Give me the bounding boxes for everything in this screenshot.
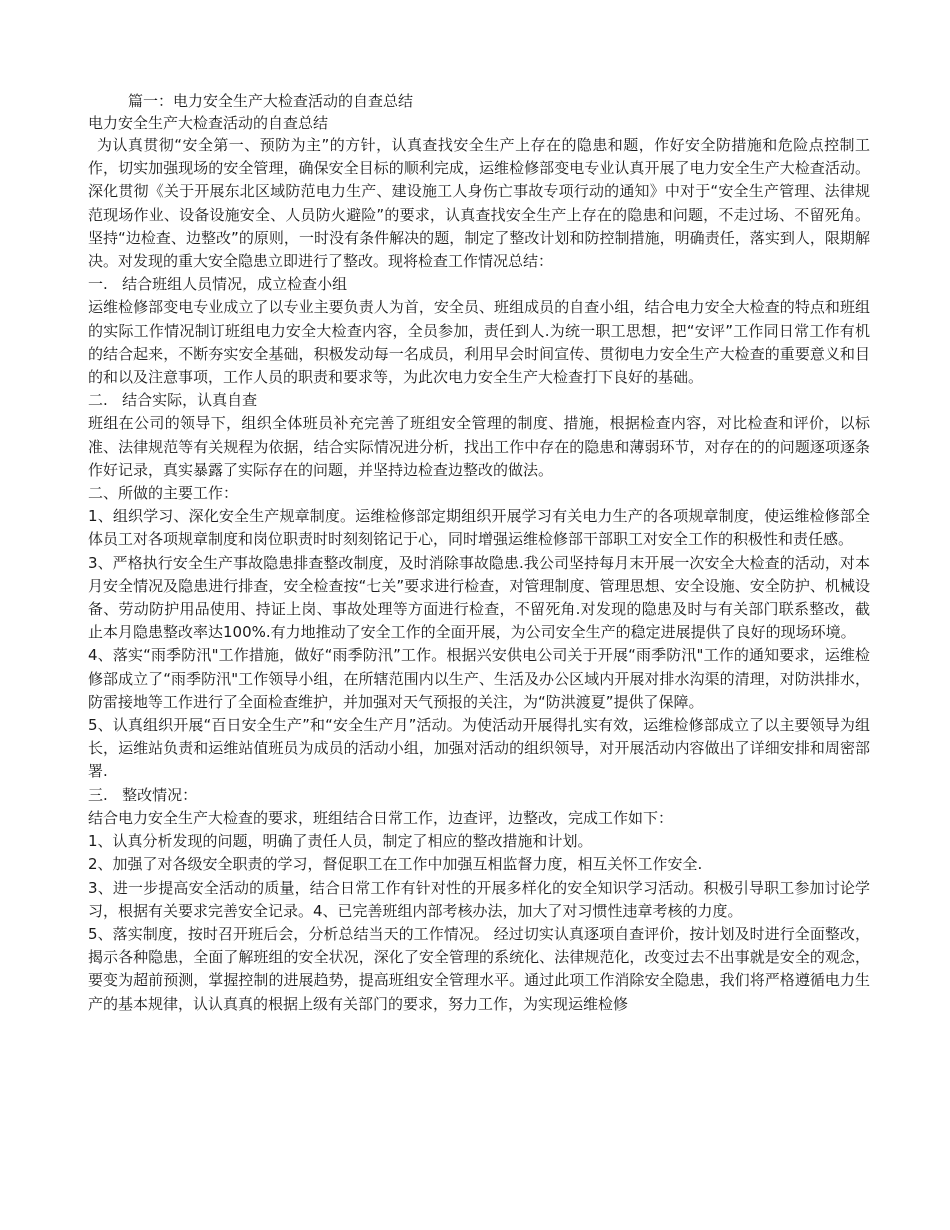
section2-heading: 二. 结合实际，认真自查 bbox=[88, 391, 258, 410]
fix-item-2: 2、加强了对各级安全职责的学习，督促职工在工作中加强互相监督力度，相互关怀工作安全. bbox=[88, 855, 703, 874]
fix-item-5: 5、落实制度，按时召开班后会，分析总结当天的工作情况。 经过切实认真逐项自查评价，按计划及时进行全面整改，揭示各种隐患，全面了解班组的安全状况，深化了安全管理的系统化、法律规范化，改变过去不出事就是安全的观念，要变为超前预测，掌握控制的进展趋势，提高班组安全管理水平。通过此项工作消除安全隐患，我们将严格遵循电力生产的基本规律，认认真真的根据上级有关部门的要求，努力工作，为实现运维检修 bbox=[88, 924, 870, 1013]
intro-paragraph: 为认真贯彻“安全第一、预防为主”的方针，认真查找安全生产上存在的隐患和题，作好安全防措施和危险点控制工作，切实加强现场的安全管理，确保安全目标的顺利完成，运维检修部变电专业认真开展了电力安全生产大检查活动。深化贯彻《关于开展东北区域防范电力生产、建设施工人身伤亡事故专项行动的通知》中对于“安全生产管理、法律规范现场作业、设备设施安全、人员防火避险”的要求，认真查找安全生产上存在的隐患和问题，不走过场、不留死角。坚持“边检查、边整改”的原则，一时没有条件解决的题，制定了整改计划和防控制措施，明确责任，落实到人，限期解决。对发现的重大安全隐患立即进行了整改。现将检查工作情况总结： bbox=[88, 136, 870, 271]
fix-item-1: 1、认真分析发现的问题，明确了责任人员，制定了相应的整改措施和计划。 bbox=[88, 832, 593, 851]
section3-heading: 三. 整改情况： bbox=[88, 785, 198, 804]
document-page bbox=[88, 90, 870, 1016]
fix-item-3: 3、进一步提高安全活动的质量，结合日常工作有针对性的开展多样化的安全知识学习活动。积极引导职工参加讨论学习，根据有关要求完善安全记录。4、已完善班组内部考核办法，加大了对习惯性违章考核的力度。 bbox=[88, 878, 870, 920]
work-item-1: 1、组织学习、深化安全生产规章制度。运维检修部定期组织开展学习有关电力生产的各项规章制度，使运维检修部全体员工对各项规章制度和岗位职责时时刻刻铭记于心，同时增强运维检修部干部职工对安全工作的积极性和责任感。 bbox=[88, 507, 870, 549]
section1-paragraph: 运维检修部变电专业成立了以专业主要负责人为首，安全员、班组成员的自查小组，结合电力安全大检查的特点和班组的实际工作情况制订班组电力安全大检查内容，全员参加，责任到人.为统一职工思想，把“安评”工作同日常工作有机的结合起来，不断夯实安全基础，积极发动每一名成员，利用早会时间宣传、贯彻电力安全生产大检查的重要意义和目的和以及注意事项，工作人员的职责和要求等，为此次电力安全生产大检查打下良好的基础。 bbox=[88, 298, 870, 387]
section2-paragraph: 班组在公司的领导下，组织全体班员补充完善了班组安全管理的制度、措施，根据检查内容，对比检查和评价，以标准、法律规范等有关规程为依据，结合实际情况进分析，找出工作中存在的隐患和薄弱环节，对存在的的问题逐项逐条作好记录，真实暴露了实际存在的问题，并坚持边检查边整改的做法。 bbox=[88, 414, 870, 479]
work-item-3: 3、严格执行安全生产事故隐患排查整改制度，及时消除事故隐患.我公司坚持每月末开展一次安全大检查的活动，对本月安全情况及隐患进行排查，安全检查按“七关”要求进行检查，对管理制度、管理思想、安全设施、安全防护、机械设备、劳动防护用品使用、持证上岗、事故处理等方面进行检查，不留死角.对发现的隐患及时与有关部门联系整改，截止本月隐患整改率达100%.有力地推动了安全工作的全面开展，为公司安全生产的稳定进展提供了良好的现场环境。 bbox=[88, 553, 870, 642]
document-title: 篇一：电力安全生产大检查活动的自查总结 bbox=[128, 92, 414, 110]
document-subtitle: 电力安全生产大检查活动的自查总结 bbox=[88, 114, 329, 132]
section3-intro: 结合电力安全生产大检查的要求，班组结合日常工作，边查评，边整改，完成工作如下： bbox=[88, 808, 674, 827]
section1-heading: 一. 结合班组人员情况，成立检查小组 bbox=[88, 275, 348, 294]
work-heading: 二、所做的主要工作： bbox=[88, 484, 239, 503]
work-item-5: 5、认真组织开展“百日安全生产”和“安全生产月”活动。为使活动开展得扎实有效，运维检修部成立了以主要领导为组长，运维站负责和运维站值班员为成员的活动小组，加强对活动的组织领导，对开展活动内容做出了详细安排和周密部署. bbox=[88, 716, 870, 781]
work-item-4: 4、落实“雨季防汛"工作措施，做好“雨季防汛”工作。根据兴安供电公司关于开展“雨季防汛"工作的通知要求，运维检修部成立了“雨季防汛"工作领导小组，在所辖范围内以生产、生活及办公区域内开展对排水沟渠的清理，对防洪排水，防雷接地等工作进行了全面检查维护，并加强对天气预报的关注，为“防洪渡夏”提供了保障。 bbox=[88, 646, 870, 711]
